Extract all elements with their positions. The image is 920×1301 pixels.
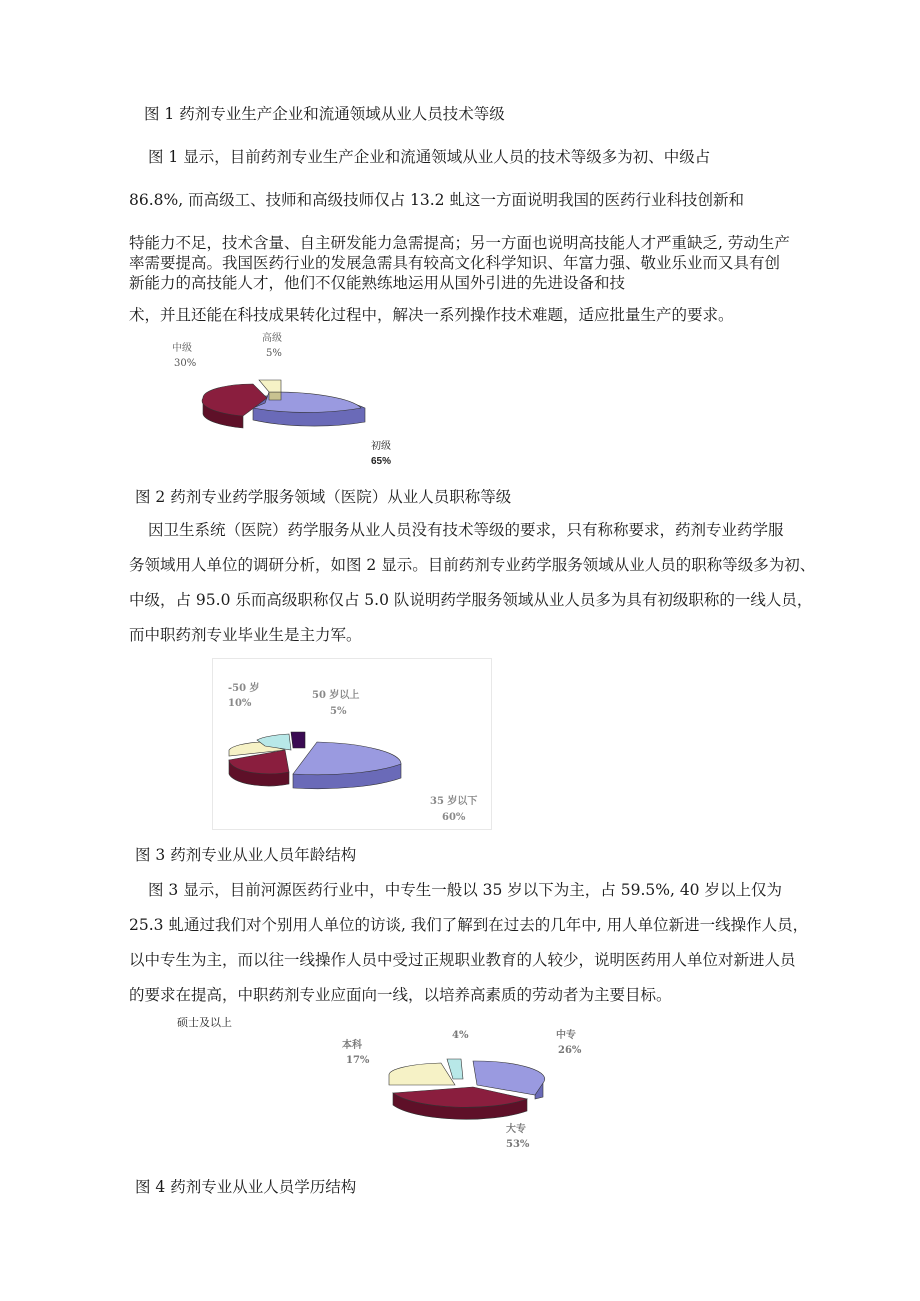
chart2-label-c-pct: 60% xyxy=(442,812,466,823)
text-line: 图 3 显示，目前河源医药行业中，中专生一般以 35 岁以下为主，占 59.5%, 40 岁以上仅为 xyxy=(148,881,782,899)
figure1-caption: 图 1 药剂专业生产企业和流通领域从业人员技术等级 xyxy=(144,105,505,123)
chart3-label-dazhuan-name: 大专 xyxy=(506,1124,526,1135)
text-line: 中级，占 95.0 乐而高级职称仅占 5.0 队说明药学服务领域从业人员多为具有初级职称的一线人员， xyxy=(129,591,813,609)
figure2-caption: 图 2 药剂专业药学服务领域（医院）从业人员职称等级 xyxy=(135,488,512,506)
chart3-label-zhongzhuan-pct: 26% xyxy=(558,1045,582,1056)
text-line: 特能力不足，技术含量、自主研发能力急需提高；另一方面也说明高技能人才严重缺乏, 劳动生产 xyxy=(129,234,790,252)
pie-slice-high-side xyxy=(269,392,281,400)
chart1-label-high-pct: 5% xyxy=(266,348,282,359)
text-line: 的要求在提高，中职药剂专业应面向一线，以培养高素质的劳动者为主要目标。 xyxy=(129,986,672,1004)
chart3-label-dazhuan-pct: 53% xyxy=(506,1139,530,1150)
text-line: 率需要提高。我国医药行业的发展急需具有较高文化科学知识、年富力强、敬业乐业而又具有创 xyxy=(129,254,781,272)
chart2-label-c-name: 35 岁以下 xyxy=(430,796,478,807)
chart1-label-junior-name: 初级 xyxy=(371,441,391,452)
pie-slice-high xyxy=(259,380,281,392)
pie-chart-2 xyxy=(225,728,415,808)
text-line: 而中职药剂专业毕业生是主力军。 xyxy=(129,626,362,644)
text-line: 因卫生系统（医院）药学服务从业人员没有技术等级的要求，只有称称要求，药剂专业药学服 xyxy=(148,521,784,539)
chart3-label-shuoshi-pct: 4% xyxy=(452,1030,469,1041)
chart1-label-middle-name: 中级 xyxy=(172,343,192,354)
text-line: 86.8%, 而高级工、技师和高级技师仅占 13.2 虬这一方面说明我国的医药行业科技创新和 xyxy=(129,191,744,209)
pie-chart-3 xyxy=(385,1055,555,1135)
figure4-caption: 图 4 药剂专业从业人员学历结构 xyxy=(135,1178,357,1196)
text-line: 新能力的高技能人才，他们不仅能熟练地运用从国外引进的先进设备和技 xyxy=(129,274,626,292)
text-line: 以中专生为主，而以往一线操作人员中受过正规职业教育的人较少，说明医药用人单位对新进人员 xyxy=(129,951,796,969)
chart2-label-a-name: -50 岁 xyxy=(228,683,260,694)
chart1-label-middle-pct: 30% xyxy=(174,358,197,369)
figure3-caption: 图 3 药剂专业从业人员年龄结构 xyxy=(135,846,357,864)
chart1-label-junior-pct: 65% xyxy=(371,456,392,467)
chart2-label-b-name: 50 岁以上 xyxy=(312,690,360,701)
text-line: 务领域用人单位的调研分析，如图 2 显示。目前药剂专业药学服务领域从业人员的职称等级多为初、 xyxy=(129,556,816,574)
chart2-label-b-pct: 5% xyxy=(330,706,347,717)
chart1-label-high-name: 高级 xyxy=(262,333,282,344)
chart3-label-zhongzhuan-name: 中专 xyxy=(556,1030,576,1041)
pie-slice-benke xyxy=(389,1063,455,1085)
chart3-floating-label: 硕士及以上 xyxy=(177,1017,232,1029)
chart2-label-a-pct: 10% xyxy=(228,698,252,709)
text-line: 术，并且还能在科技成果转化过程中，解决一系列操作技术难题，适应批量生产的要求。 xyxy=(129,306,734,324)
pie-chart-1 xyxy=(195,370,375,450)
chart3-label-benke-pct: 17% xyxy=(346,1055,370,1066)
pie-slice-over50 xyxy=(291,732,305,748)
text-line: 图 1 显示，目前药剂专业生产企业和流通领域从业人员的技术等级多为初、中级占 xyxy=(148,148,711,166)
text-line: 25.3 虬通过我们对个别用人单位的访谈, 我们了解到在过去的几年中, 用人单位新进一线操作人员， xyxy=(129,916,809,934)
chart3-label-benke-name: 本科 xyxy=(342,1040,362,1051)
